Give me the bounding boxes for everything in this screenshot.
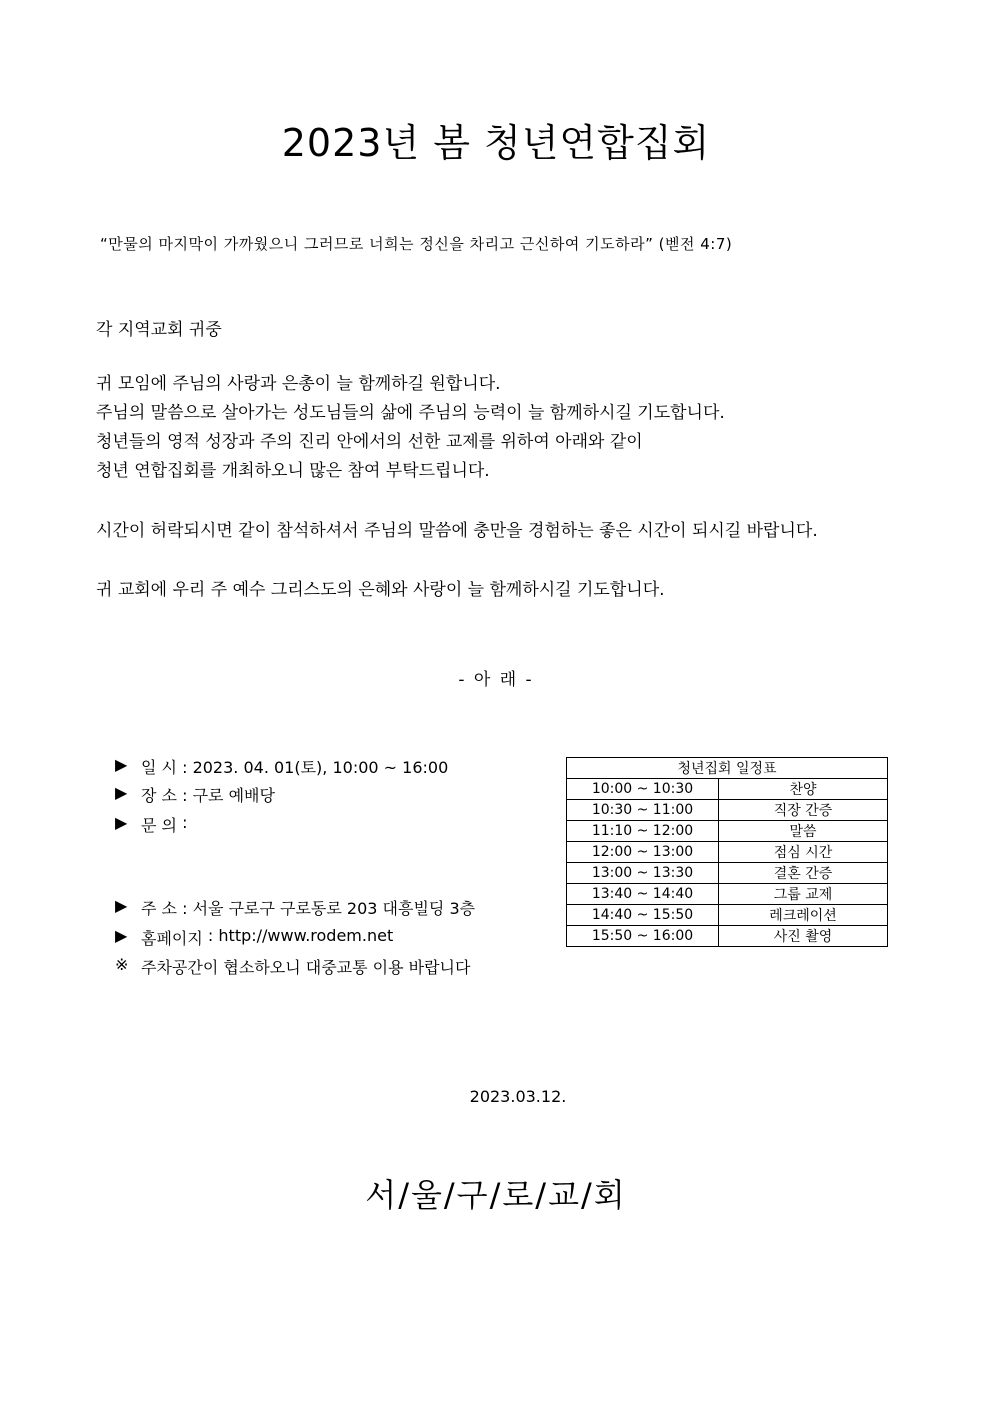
place-value: : 구로 예배당 xyxy=(182,786,275,805)
schedule-item: 사진 촬영 xyxy=(719,926,888,947)
triangle-bullet-icon: ▶ xyxy=(115,813,128,832)
paragraph-line: 청년들의 영적 성장과 주의 진리 안에서의 선한 교제를 위하여 아래와 같이 xyxy=(96,432,643,452)
contact-label: 문 의 xyxy=(141,816,177,835)
schedule-header-row xyxy=(567,758,888,779)
homepage-label: 홈페이지 xyxy=(141,929,203,948)
greeting-paragraph xyxy=(96,370,725,486)
schedule-item: 결혼 간증 xyxy=(719,863,888,884)
paragraph-line: 귀 모임에 주님의 사랑과 은총이 늘 함께하길 원합니다. xyxy=(96,374,501,394)
triangle-bullet-icon: ▶ xyxy=(115,755,128,774)
schedule-time: 10:30 ~ 11:00 xyxy=(567,800,719,821)
schedule-time: 10:00 ~ 10:30 xyxy=(567,779,719,800)
parking-note: 주차공간이 협소하오니 대중교통 이용 바랍니다 xyxy=(141,958,471,977)
info-date-row xyxy=(115,755,448,778)
schedule-time: 13:40 ~ 14:40 xyxy=(567,884,719,905)
schedule-item: 직장 간증 xyxy=(719,800,888,821)
info-place-row xyxy=(115,783,275,806)
table-row xyxy=(567,905,888,926)
blessing-paragraph: 귀 교회에 우리 주 예수 그리스도의 은혜와 사랑이 늘 함께하시길 기도합니다. xyxy=(96,580,665,600)
place-label: 장 소 xyxy=(141,786,177,805)
schedule-item: 레크레이션 xyxy=(719,905,888,926)
address-label: 주 소 xyxy=(141,899,177,918)
info-address-row xyxy=(115,896,475,919)
triangle-bullet-icon: ▶ xyxy=(115,926,128,945)
table-row xyxy=(567,863,888,884)
table-row xyxy=(567,800,888,821)
notice-heading: - 아 래 - xyxy=(458,670,534,690)
contact-value: : xyxy=(182,813,188,832)
triangle-bullet-icon: ▶ xyxy=(115,783,128,802)
reference-mark-icon: ※ xyxy=(115,955,129,974)
paragraph-line: 청년 연합집회를 개최하오니 많은 참여 부탁드립니다. xyxy=(96,461,490,481)
scripture-verse: “만물의 마지막이 가까웠으니 그러므로 너희는 정신을 차리고 근신하여 기도하라” (벧전 4:7) xyxy=(100,235,733,253)
schedule-time: 14:40 ~ 15:50 xyxy=(567,905,719,926)
schedule-time: 13:00 ~ 13:30 xyxy=(567,863,719,884)
document-title: 2023년 봄 청년연합집회 xyxy=(281,121,711,165)
homepage-link[interactable]: : http://www.rodem.net xyxy=(207,926,394,945)
schedule-time: 12:00 ~ 13:00 xyxy=(567,842,719,863)
table-row xyxy=(567,821,888,842)
date-label: 일 시 xyxy=(141,758,177,777)
address-value: : 서울 구로구 구로동로 203 대흥빌딩 3층 xyxy=(182,899,476,918)
schedule-time: 15:50 ~ 16:00 xyxy=(567,926,719,947)
recipient-line: 각 지역교회 귀중 xyxy=(96,320,222,340)
paragraph-line: 주님의 말씀으로 살아가는 성도님들의 삶에 주님의 능력이 늘 함께하시길 기도합니다. xyxy=(96,403,725,423)
document-date: 2023.03.12. xyxy=(469,1087,567,1106)
schedule-time: 11:10 ~ 12:00 xyxy=(567,821,719,842)
church-name: 서/울/구/로/교/회 xyxy=(365,1176,627,1214)
table-row xyxy=(567,842,888,863)
date-value: : 2023. 04. 01(토), 10:00 ~ 16:00 xyxy=(182,758,449,777)
schedule-item: 그룹 교제 xyxy=(719,884,888,905)
table-row xyxy=(567,926,888,947)
triangle-bullet-icon: ▶ xyxy=(115,896,128,915)
info-homepage-row xyxy=(115,926,393,949)
table-row xyxy=(567,779,888,800)
invitation-paragraph: 시간이 허락되시면 같이 참석하셔서 주님의 말씀에 충만을 경험하는 좋은 시간이 되시길 바랍니다. xyxy=(96,521,818,541)
schedule-item: 점심 시간 xyxy=(719,842,888,863)
schedule-header: 청년집회 일정표 xyxy=(567,758,888,779)
table-row xyxy=(567,884,888,905)
parking-note-row xyxy=(115,955,470,978)
schedule-item: 말씀 xyxy=(719,821,888,842)
schedule-table xyxy=(566,757,888,947)
schedule-item: 찬양 xyxy=(719,779,888,800)
info-contact-row xyxy=(115,813,187,836)
